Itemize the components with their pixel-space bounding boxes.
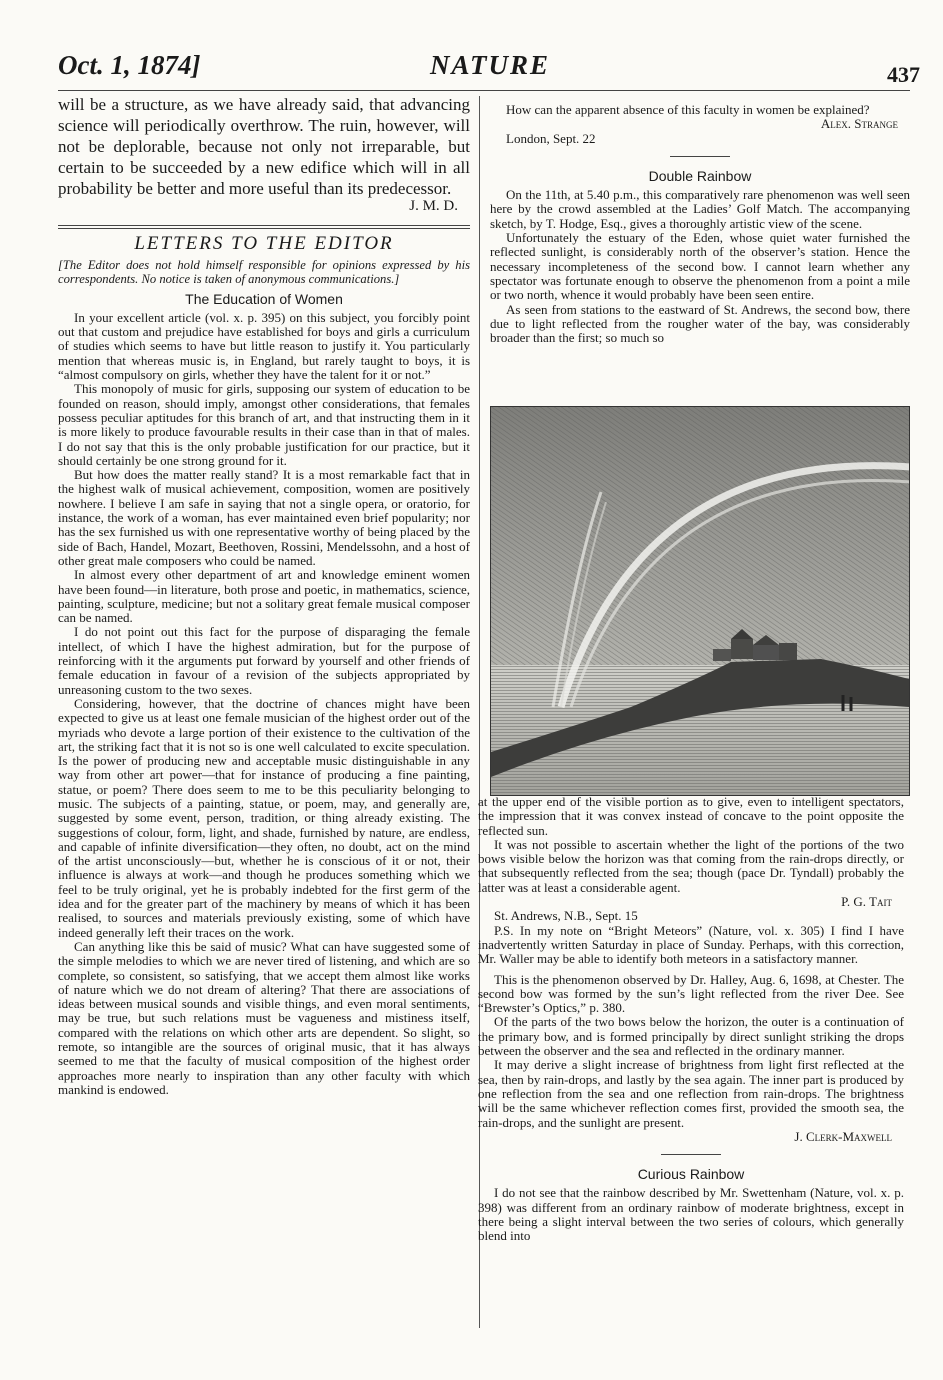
section-title: LETTERS TO THE EDITOR <box>134 233 394 255</box>
header-rule <box>58 90 910 91</box>
engraving-illustration <box>491 407 909 795</box>
paragraph: I do not point out this fact for the purpose of disparaging the female intellect, of which I have the highest admiration, but for the purpose of reinforcing with it the arguments put forward by yourself and other friends of female education in favour of a revision of the subjects appropriated by unreasoning custom to the two sexes. <box>58 624 470 697</box>
right-column-top <box>490 103 910 345</box>
paragraph: Unfortunately the estuary of the Eden, whose quiet water furnished the reflected sunlight, is considerably north of the observer’s station. Hence the necessary incompleteness of the second bow. I cannot learn whether any spectator was fortunate enough to observe the phenomenon from a point a mile or two north, whence it would probably have been seen entire. <box>490 230 910 303</box>
paragraph: In almost every other department of art and knowledge eminent women have been found—in literature, both prose and poetic, in mathematics, science, painting, sculpture, medicine; but not a solitary great female musical composer can be named. <box>58 567 470 626</box>
paragraph: This is the phenomenon observed by Dr. Halley, Aug. 6, 1698, at Chester. The second bow was formed by the sun’s light reflected from the river Dee. See “Brewster’s Optics,” p. 380. <box>478 971 904 1016</box>
letter-divider <box>670 156 730 157</box>
letter-title-double-rainbow: Double Rainbow <box>648 167 752 184</box>
signature-tait: P. G. Tait <box>841 894 892 910</box>
issue-date: Oct. 1, 1874] <box>58 50 201 80</box>
place-date: London, Sept. 22 <box>506 130 596 146</box>
paragraph: I do not see that the rainbow described by Mr. Swettenham (Nature, vol. x. p. 398) was different from an ordinary rainbow of moderate brightness, except in there being a slight interval between the two series of colours, which generally blend into <box>478 1185 904 1244</box>
signature-maxwell: J. Clerk-Maxwell <box>794 1128 892 1144</box>
place-date: St. Andrews, N.B., Sept. 15 <box>494 908 638 924</box>
paragraph: In your excellent article (vol. x. p. 395) on this subject, you forcibly point out that custom and prejudice have established for boys and girls a curriculum of studies which seems to have but little reason to justify it. You particularly mention that whereas music is, in England, but rarely taught to boys, it is “almost compulsory on girls, whether they have the talent for it or not.” <box>58 309 470 383</box>
right-column-bottom <box>478 795 904 1244</box>
paragraph: But how does the matter really stand? It is a most remarkable fact that in the highest walk of musical achievement, composition, women are positively nowhere. I believe I am safe in saying that not a single opera, or oratorio, for instance, the work of a woman, has ever maintained even brief popularity; nor has the sex furnished us with one representative worthy of being placed by the side of Bach, Handel, Mozart, Beethoven, Rossini, Mendelssohn, and a host of other great male composers who could be named. <box>58 467 470 568</box>
paragraph: Can anything like this be said of music? What can have suggested some of the simple melodies to which we are never tired of listening, and which are so complete, so consistent, so satisfying, that we accept them almost like works of nature which we do not dream of altering? That there are associations of ideas between musical sounds and visible things, and even moral sentiments, may be true, but such relations must be vagueness and mistiness itself, compared with the relations on which other arts are dependent. So slight, so remote, so intangible are the sources of original music, that it has always seemed to me that the faculty of musical composition of the highest order approaches more nearly to inspiration than any other faculty with which mankind is endowed. <box>58 938 470 1097</box>
signature-strange: Alex. Strange <box>820 116 898 132</box>
double-rainbow-engraving <box>490 406 910 796</box>
paragraph: As seen from stations to the eastward of St. Andrews, the second bow, there due to light reflected from the rougher water of the bay, was considerably broader than the first; so much so <box>490 301 910 346</box>
paragraph: at the upper end of the visible portion as to give, even to intelligent spectators, the impression that it was convex instead of concave to the point opposite the reflected sun. <box>478 794 904 838</box>
letter-title-education: The Education of Women <box>185 290 343 307</box>
left-column <box>58 94 470 1097</box>
paragraph: It may derive a slight increase of brightness from light first reflected at the sea, then by rain-drops, and lastly by the sea again. The inner part is produced by one reflection from the sea and one reflection from rain-drops. The brightness will be the same whichever reflection comes first, provided the smooth sea, the rain-drops, and the sunlight are present. <box>478 1057 904 1130</box>
intro-paragraph: will be a structure, as we have already said, that advancing science will periodically overthrow. The ruin, however, will not be deplorable, because not only not irreparable, but certain to be succeeded by a new edifice which will in all probability be better and more useful than its predecessor. <box>58 95 470 198</box>
paragraph: On the 11th, at 5.40 p.m., this comparatively rare phenomenon was well seen here by the crowd assembled at the Ladies’ Golf Match. The accompanying sketch, by T. Hodge, Esq., gives a thoroughly artistic view of the scene. <box>490 187 910 231</box>
paragraph: It was not possible to ascertain whether the light of the portions of the two bows visible below the horizon was that coming from the rain-drops directly, or that subsequently reflected from the sea; though (pace Dr. Tyndall) probably the latter was at least a considerable agent. <box>478 836 904 895</box>
page-number: 437 <box>887 62 920 87</box>
paragraph: Considering, however, that the doctrine of chances might have been expected to give us at least one female musician of the highest order out of the myriads who devote a large portion of their existence to the cultivation of the art, the striking fact that it is not so is one well calculated to excite speculation. Is the power of producing new and acceptable music distinguishable in any way from other art power—that for instance of producing a fine painting, statue, or poem? There does seem to me to be this peculiarity belonging to music. The subjects of a painting, statue, or poem, may, and generally are, suggested by some event, person, tradition, or thing already existing. The suggestions of colour, form, light, and shade, furnished by nature, are endless, and capable of infinite diversification—they often, no doubt, act on the mind of the artist unconsciously—but, whether he is conscious of it or not, their influence is always at work—and though he produces something which we feel to be truly original, yet he is probably indebted for the first germ of the idea and for the greater part of the machinery by means of which it has been realised, to sources and materials previously existing, some of which have indeed generally left their traces on the work. <box>58 695 470 940</box>
editor-note: [The Editor does not hold himself responsible for opinions expressed by his correspondents. No notice is taken of anonymous communications.] <box>58 257 470 286</box>
postscript: P.S. In my note on “Bright Meteors” (Nature, vol. x. 305) I find I have inadvertently written Saturday in place of Sunday. Perhaps, with this correction, Mr. Waller may be able to identify both meteors in a satisfactory manner. <box>478 922 904 967</box>
letter-divider <box>661 1154 721 1155</box>
journal-title: NATURE <box>430 50 551 80</box>
paragraph: This monopoly of music for girls, supposing our system of education to be founded on reason, should imply, amongst other considerations, that females possess peculiar aptitudes for this branch of art, and that instructing them in it is more likely to produce favourable results in their case than in that of males. I do not say that this is the only probable justification for our practice, but it should certainly be one strong ground for it. <box>58 381 470 468</box>
page-header <box>58 44 920 88</box>
intro-signature: J. M. D. <box>409 198 458 214</box>
paragraph: How can the apparent absence of this faculty in women be explained? <box>506 102 870 117</box>
letter-title-curious-rainbow: Curious Rainbow <box>637 1166 745 1183</box>
section-rule <box>58 225 470 229</box>
paragraph: Of the parts of the two bows below the horizon, the outer is a continuation of the primary bow, and is formed principally by direct sunlight striking the drops between the observer and the sea and reflected in the ordinary manner. <box>478 1014 904 1059</box>
